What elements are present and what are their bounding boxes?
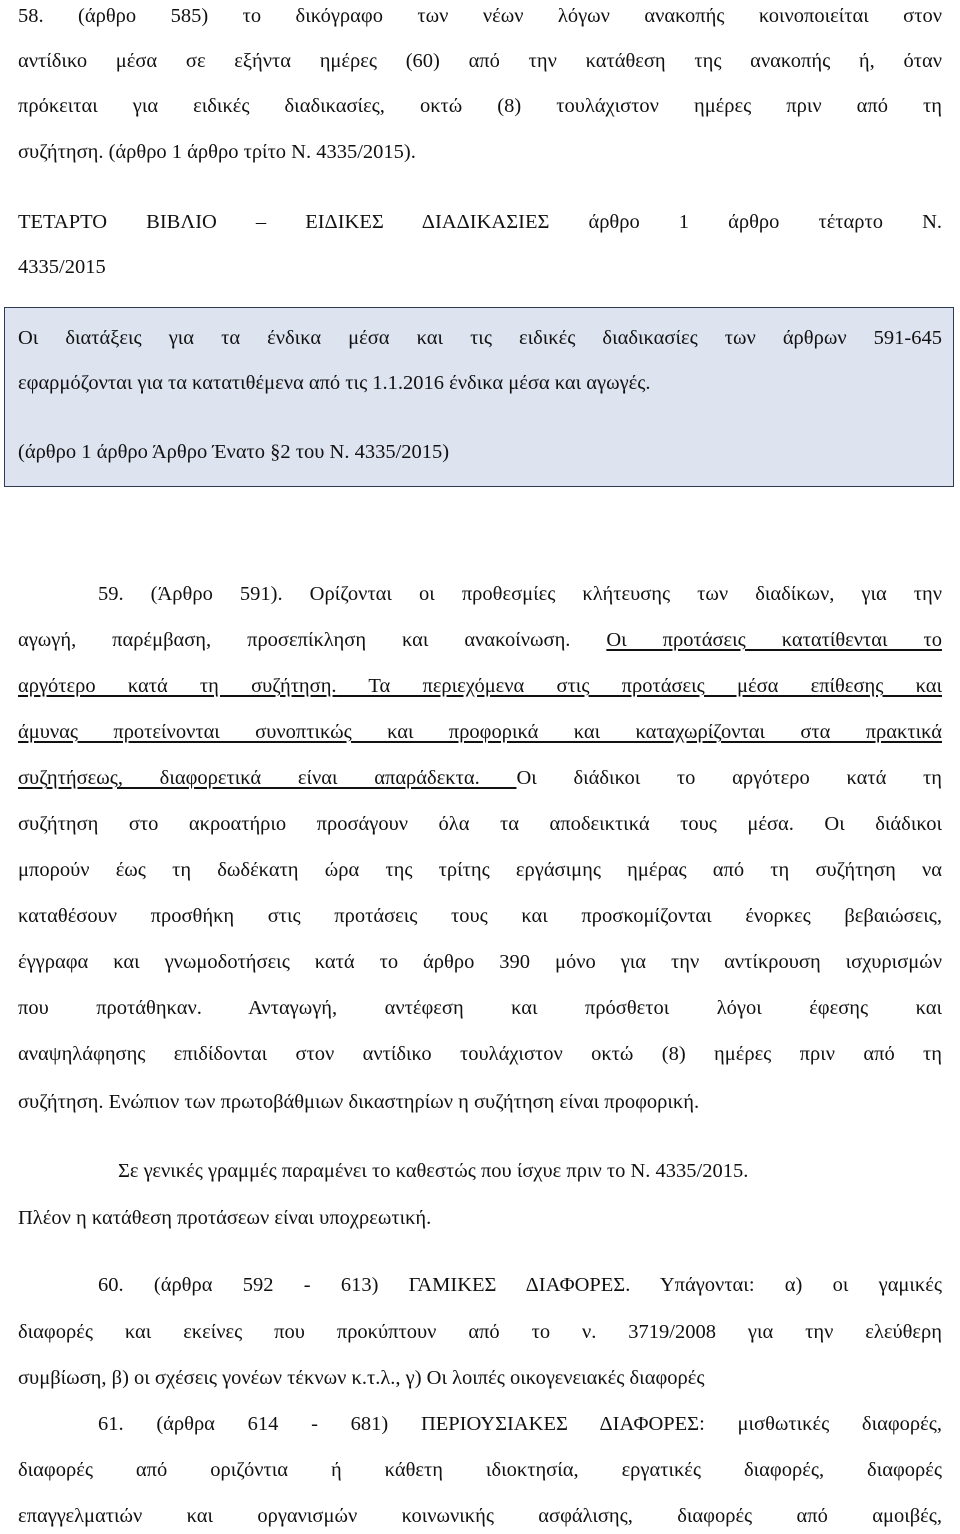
text-line: έγγραφα και γνωμοδοτήσεις κατά το άρθρο 390 μόνο για την αντίκρουση ισχυρισμών [18,951,942,973]
text-line: Σε γενικές γραμμές παραμένει το καθεστώς που ίσχυε πριν το Ν. 4335/2015. [118,1160,749,1182]
text-run: Οι διάδικοι το αργότερο κατά τη [516,767,942,789]
text-line: μπορούν έως τη δωδέκατη ώρα της τρίτης εργάσιμης ημέρας από τη συζήτηση να [18,859,942,881]
underlined-text: αργότερο κατά τη συζήτηση. [18,675,337,697]
underlined-text: Τα περιεχόμενα στις προτάσεις μέσα επίθεσης και [336,675,942,697]
text-line: πρόκειται για ειδικές διαδικασίες, οκτώ (8) τουλάχιστον ημέρες πριν από τη [18,95,942,117]
text-line: συζήτηση στο ακροατήριο προσάγουν όλα τα αποδεικτικά τους μέσα. Οι διάδικοι [18,813,942,835]
text-run: αγωγή, παρέμβαση, προσεπίκληση και ανακοίνωση. [18,629,607,651]
text-line: διαφορές από οριζόντια ή κάθετη ιδιοκτησία, εργατικές διαφορές, διαφορές [18,1459,942,1481]
text-line: καταθέσουν προσθήκη στις προτάσεις τους και προσκομίζονται ένορκες βεβαιώσεις, [18,905,942,927]
text-line: 58. (άρθρο 585) το δικόγραφο των νέων λόγων ανακοπής κοινοποιείται στον [18,5,942,27]
text-line: συζήτηση. Ενώπιον των πρωτοβάθμιων δικαστηρίων η συζήτηση είναι προφορική. [18,1091,700,1113]
text-line: 59. (Άρθρο 591). Ορίζονται οι προθεσμίες κλήτευσης των διαδίκων, για την [98,583,942,605]
text-line: (άρθρο 1 άρθρο Άρθρο Ένατο §2 του Ν. 4335/2015) [18,441,450,463]
text-line: 61. (άρθρα 614 - 681) ΠΕΡΙΟΥΣΙΑΚΕΣ ΔΙΑΦΟΡΕΣ: μισθωτικές διαφορές, [98,1413,942,1435]
text-line: που προτάθηκαν. Ανταγωγή, αντέφεση και πρόσθετοι λόγοι έφεσης και [18,997,942,1019]
text-line [18,764,942,792]
text-line: συμβίωση, β) οι σχέσεις γονέων τέκνων κ.τ.λ., γ) Οι λοιπές οικογενειακές διαφορές [18,1367,705,1389]
text-line [18,672,942,700]
text-line: εφαρμόζονται για τα κατατιθέμενα από τις 1.1.2016 ένδικα μέσα και αγωγές. [18,372,651,394]
text-line: αναψηλάφησης επιδίδονται στον αντίδικο τουλάχιστον οκτώ (8) ημέρες πριν από τη [18,1043,942,1065]
text-line: Πλέον η κατάθεση προτάσεων είναι υποχρεωτική. [18,1207,432,1229]
text-line: 60. (άρθρα 592 - 613) ΓΑΜΙΚΕΣ ΔΙΑΦΟΡΕΣ. Υπάγονται: α) οι γαμικές [98,1274,942,1296]
underlined-text: συζητήσεως, διαφορετικά είναι απαράδεκτα. [18,767,517,789]
text-line: συζήτηση. (άρθρο 1 άρθρο τρίτο Ν. 4335/2015). [18,141,416,163]
text-line: αντίδικο μέσα σε εξήντα ημέρες (60) από την κατάθεση της ανακοπής ή, όταν [18,50,942,72]
text-line: Οι διατάξεις για τα ένδικα μέσα και τις ειδικές διαδικασίες των άρθρων 591-645 [18,327,942,349]
text-line: 4335/2015 [18,256,106,278]
text-line: διαφορές και εκείνες που προκύπτουν από το ν. 3719/2008 για την ελεύθερη [18,1321,942,1343]
underlined-text: Οι προτάσεις κατατίθενται το [606,629,942,651]
text-line [18,626,942,654]
text-line: ΤΕΤΑΡΤΟ ΒΙΒΛΙΟ – ΕΙΔΙΚΕΣ ΔΙΑΔΙΚΑΣΙΕΣ άρθρο 1 άρθρο τέταρτο Ν. [18,211,942,233]
underlined-text: άμυνας προτείνονται συνοπτικώς και προφορικά και καταχωρίζονται στα πρακτικά [18,721,942,743]
text-line: επαγγελματιών και οργανισμών κοινωνικής ασφάλισης, διαφορές από αμοιβές, [18,1505,942,1527]
